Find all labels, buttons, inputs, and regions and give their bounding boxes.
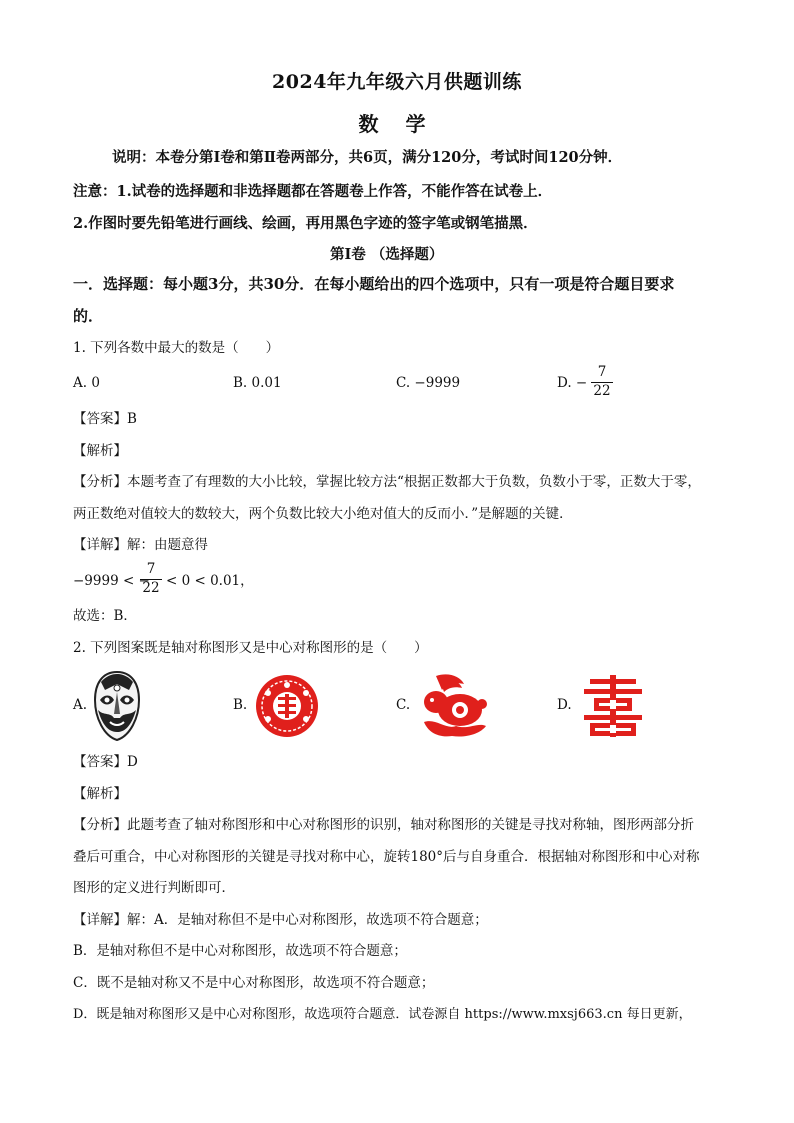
q1-option-b: B. 0.01 [233, 375, 282, 391]
q1-answer: 【答案】B [73, 411, 137, 427]
q1-inequality-right: < 0 < 0.01， [166, 573, 254, 589]
q2-option-a-label: A. [73, 697, 88, 713]
fraction-denominator: 22 [593, 382, 611, 399]
fraction-numerator: 7 [146, 561, 156, 577]
q1-analysis-tag: 【解析】 [73, 443, 127, 459]
q2-option-b-label: B. [233, 697, 248, 713]
q2-detail-c: C．既不是轴对称又不是中心对称图形，故选项不符合题意； [73, 975, 435, 991]
q2-answer: 【答案】D [73, 754, 138, 770]
q1-choice: 故选：B． [73, 608, 137, 624]
section-heading-line-1: 一．选择题：每小题3分，共30分．在每小题给出的四个选项中，只有一项是符合题目要求 [73, 275, 675, 293]
q2-analysis-line-1: 【分析】此题考查了轴对称图形和中心对称图形的识别，轴对称图形的关键是寻找对称轴，图形两部分折 [73, 817, 694, 833]
q1-option-c: C. −9999 [396, 375, 461, 391]
q2-detail-a: 【详解】解：A．是轴对称但不是中心对称图形，故选项不符合题意； [73, 912, 488, 928]
double-happiness-icon [580, 673, 646, 739]
q1-inequality-left: −9999 < − [73, 573, 150, 589]
q1-option-a: A. 0 [73, 375, 100, 391]
q1-option-d-prefix: D. − [557, 375, 588, 391]
section-heading-line-2: 的． [73, 307, 104, 325]
fraction-denominator: 22 [142, 579, 160, 596]
opera-mask-icon [92, 670, 142, 742]
q1-analysis-line-1: 【分析】本题考查了有理数的大小比较，掌握比较方法“根据正数都大于负数，负数小于零，正数大于零， [73, 474, 701, 490]
q2-stem: 2. 下列图案既是轴对称图形又是中心对称图形的是（ ） [73, 640, 428, 656]
subject-title: 数 学 [358, 112, 436, 136]
exam-title: 2024年九年级六月供题训练 [272, 71, 522, 93]
instruction-note-3: 2.作图时要先铅笔进行画线、绘画，再用黑色字迹的签字笔或钢笔描黑． [73, 215, 538, 232]
fraction-numerator: 7 [597, 364, 607, 380]
q2-detail-b: B．是轴对称但不是中心对称图形，故选项不符合题意； [73, 943, 407, 959]
q1-inequality-fraction [140, 563, 162, 595]
q2-detail-d: D．既是轴对称图形又是中心对称图形，故选项符合题意．试卷源自 https://www.mxsj663.cn 每日更新， [73, 1007, 692, 1022]
q2-analysis-line-2: 叠后可重合，中心对称图形的关键是寻找对称中心，旋转180°后与自身重合．根据轴对称图形和中心对称 [73, 849, 700, 865]
q1-stem: 1. 下列各数中最大的数是（ ） [73, 340, 280, 356]
q2-option-c-label: C. [396, 697, 411, 713]
rabbit-paper-cut-icon [416, 672, 488, 738]
q1-detail: 【详解】解：由题意得 [73, 537, 208, 553]
q2-option-d-label: D. [557, 697, 572, 713]
instruction-note-1: 说明：本卷分第Ⅰ卷和第Ⅱ卷两部分，共6页，满分120分，考试时间120分钟． [112, 149, 623, 166]
q2-analysis-tag: 【解析】 [73, 786, 127, 802]
round-paper-cut-icon [254, 673, 320, 739]
section-title: 第Ⅰ卷 （选择题） [330, 246, 444, 263]
instruction-note-2: 注意：1.试卷的选择题和非选择题都在答题卷上作答，不能作答在试卷上． [73, 183, 553, 200]
q1-option-d-fraction [591, 366, 613, 398]
q1-analysis-line-2: 两正数绝对值较大的数较大，两个负数比较大小绝对值大的反而小．”是解题的关键． [73, 506, 573, 522]
q2-analysis-line-3: 图形的定义进行判断即可． [73, 880, 235, 896]
